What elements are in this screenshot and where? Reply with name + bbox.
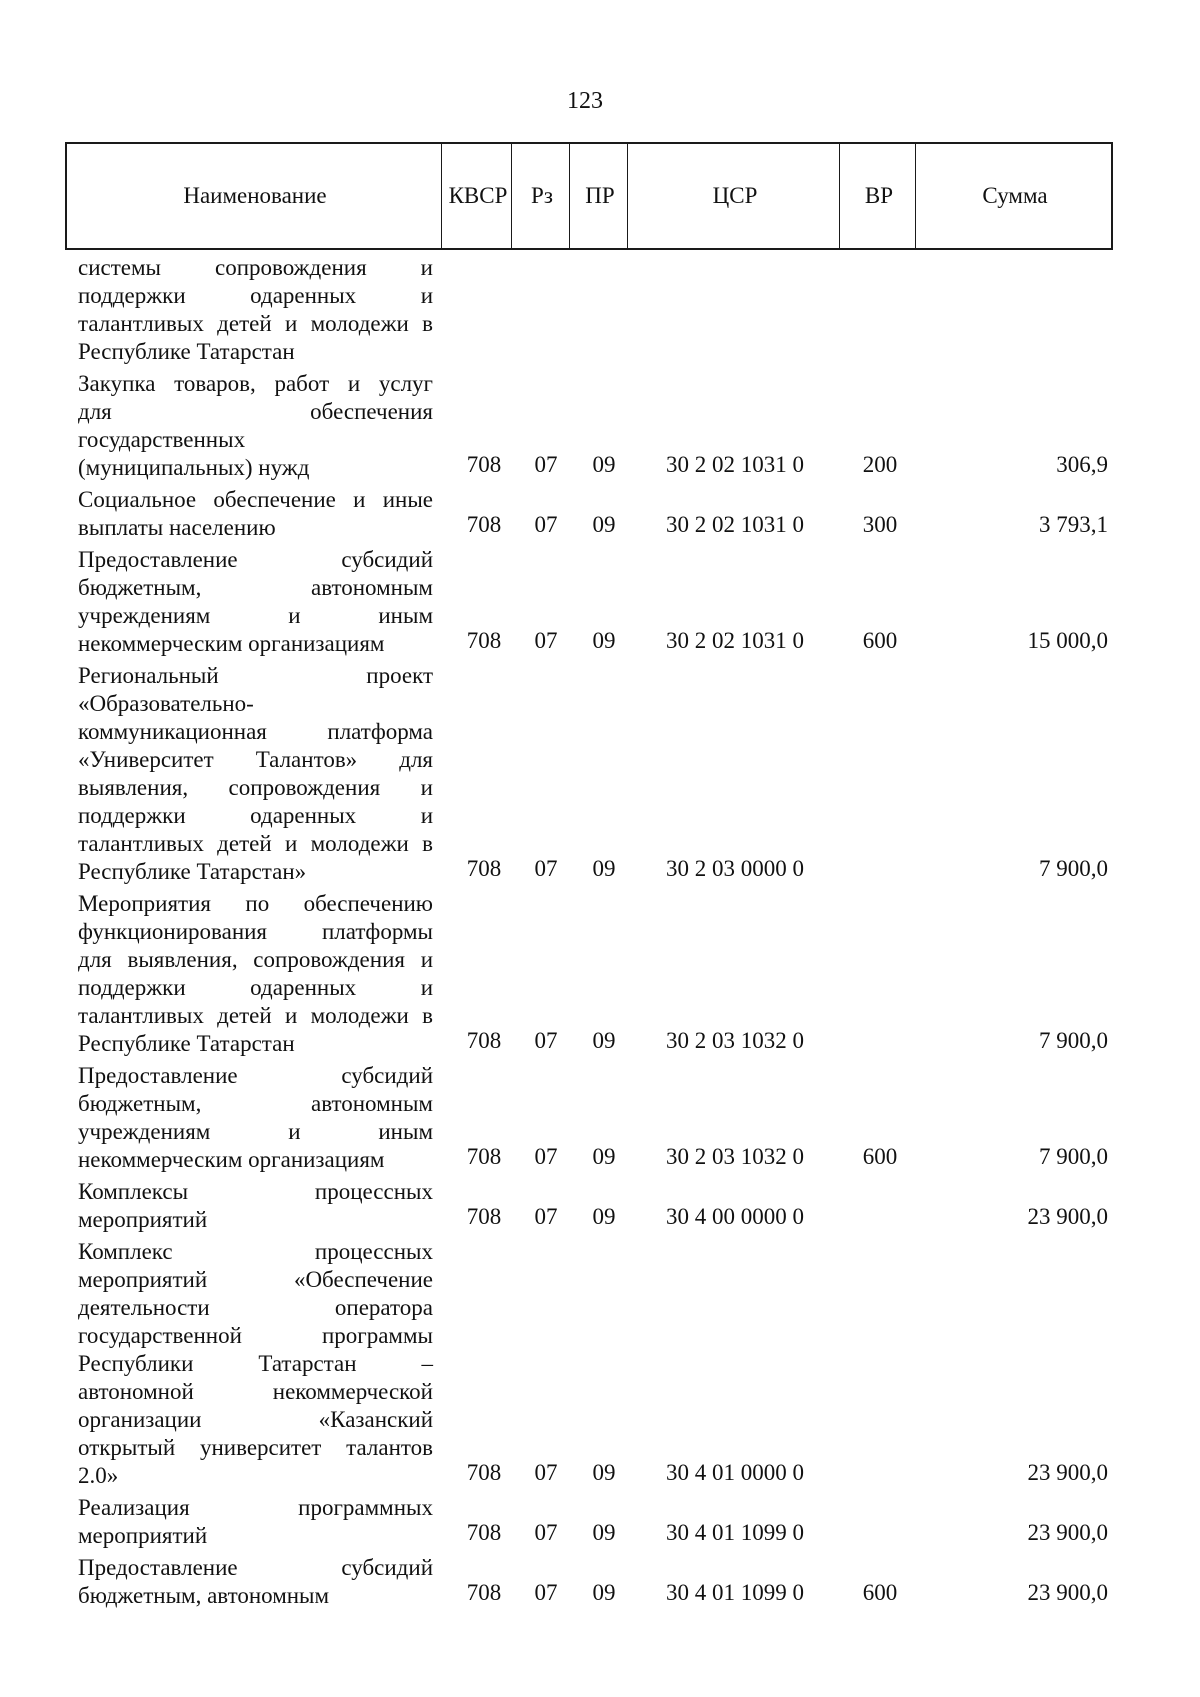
row-name-line: Республики Татарстан – [78, 1351, 433, 1376]
header-divider [839, 142, 840, 250]
row-csr: 30 2 03 0000 0 [666, 856, 804, 881]
header-pr: ПР [585, 183, 615, 208]
row-name-line: Реализация программных [78, 1495, 433, 1520]
table-row [0, 1238, 1200, 1490]
row-kvsr: 708 [466, 1460, 502, 1485]
row-name-line: поддержки одаренных и [78, 283, 433, 308]
row-name-line: бюджетным, автономным [78, 1583, 330, 1608]
row-rz: 07 [534, 452, 558, 477]
header-divider [511, 142, 512, 250]
row-name [78, 662, 433, 886]
row-pr: 09 [592, 1144, 616, 1169]
row-name [78, 890, 433, 1058]
row-sum: 3 793,1 [1039, 512, 1108, 537]
row-sum: 7 900,0 [1039, 1028, 1108, 1053]
row-csr: 30 2 02 1031 0 [666, 452, 804, 477]
row-name [78, 1554, 433, 1610]
header-divider [569, 142, 570, 250]
header-csr: ЦСР [712, 183, 758, 208]
page-number: 123 [567, 88, 603, 114]
row-vr: 600 [862, 1144, 898, 1169]
row-rz: 07 [534, 1460, 558, 1485]
row-csr: 30 4 01 1099 0 [666, 1520, 804, 1545]
row-name-line: коммуникационная платформа [78, 719, 433, 744]
row-name-line: талантливых детей и молодежи в [78, 311, 433, 336]
row-name-line: бюджетным, автономным [78, 1091, 433, 1116]
table-row [0, 890, 1200, 1058]
row-pr: 09 [592, 1460, 616, 1485]
row-name-line: государственной программы [78, 1323, 433, 1348]
table-row [0, 662, 1200, 886]
row-name-line: системы сопровождения и [78, 255, 433, 280]
row-rz: 07 [534, 1144, 558, 1169]
row-pr: 09 [592, 1580, 616, 1605]
table-row [0, 1062, 1200, 1174]
row-name-line: государственных [78, 427, 246, 452]
row-name-line: поддержки одаренных и [78, 803, 433, 828]
row-name-line: для обеспечения [78, 399, 433, 424]
row-name-line: Комплекс процессных [78, 1239, 433, 1264]
row-name-line: талантливых детей и молодежи в [78, 831, 433, 856]
row-name-line: открытый университет талантов [78, 1435, 433, 1460]
header-rz: Рз [531, 183, 553, 208]
row-pr: 09 [592, 628, 616, 653]
table-row [0, 546, 1200, 658]
row-csr: 30 2 02 1031 0 [666, 512, 804, 537]
row-name-line: поддержки одаренных и [78, 975, 433, 1000]
row-csr: 30 2 02 1031 0 [666, 628, 804, 653]
header-divider [915, 142, 916, 250]
row-name-line: Мероприятия по обеспечению [78, 891, 433, 916]
row-kvsr: 708 [466, 1520, 502, 1545]
row-kvsr: 708 [466, 452, 502, 477]
row-pr: 09 [592, 512, 616, 537]
row-name [78, 546, 433, 658]
row-sum: 23 900,0 [1027, 1580, 1108, 1605]
row-name-line: мероприятий «Обеспечение [78, 1267, 433, 1292]
row-name-line: Комплексы процессных [78, 1179, 433, 1204]
row-name-line: некоммерческим организациям [78, 1147, 385, 1172]
row-name-line: Социальное обеспечение и иные [78, 487, 433, 512]
row-name-line: (муниципальных) нужд [78, 455, 310, 480]
table-row [0, 1554, 1200, 1610]
header-sum: Сумма [982, 183, 1048, 208]
row-name [78, 370, 433, 482]
header-divider [627, 142, 628, 250]
row-name-line: «Образовательно- [78, 691, 254, 716]
header-vr: ВР [864, 183, 894, 208]
row-name-line: мероприятий [78, 1523, 208, 1548]
row-name-line: 2.0» [78, 1463, 119, 1488]
row-name-line: Предоставление субсидий [78, 1555, 433, 1580]
row-pr: 09 [592, 1520, 616, 1545]
row-vr: 600 [862, 628, 898, 653]
table-row [0, 370, 1200, 482]
row-rz: 07 [534, 1204, 558, 1229]
row-name-line: Закупка товаров, работ и услуг [78, 371, 433, 396]
row-rz: 07 [534, 856, 558, 881]
table-row [0, 1494, 1200, 1550]
row-name-line: талантливых детей и молодежи в [78, 1003, 433, 1028]
row-sum: 15 000,0 [1027, 628, 1108, 653]
row-name [78, 1238, 433, 1490]
table-row [0, 254, 1200, 366]
row-name-line: организации «Казанский [78, 1407, 433, 1432]
row-pr: 09 [592, 1204, 616, 1229]
row-name-line: «Университет Талантов» для [78, 747, 433, 772]
row-name-line: бюджетным, автономным [78, 575, 433, 600]
row-rz: 07 [534, 1520, 558, 1545]
table-row [0, 1178, 1200, 1234]
row-kvsr: 708 [466, 628, 502, 653]
table-header [65, 142, 1113, 250]
row-kvsr: 708 [466, 512, 502, 537]
header-kvsr: КВСР [448, 183, 508, 208]
row-csr: 30 4 01 1099 0 [666, 1580, 804, 1605]
row-name-line: Региональный проект [78, 663, 433, 688]
row-kvsr: 708 [466, 856, 502, 881]
row-csr: 30 2 03 1032 0 [666, 1028, 804, 1053]
row-rz: 07 [534, 1580, 558, 1605]
row-name-line: деятельности оператора [78, 1295, 433, 1320]
row-name-line: для выявления, сопровождения и [78, 947, 433, 972]
row-name-line: некоммерческим организациям [78, 631, 385, 656]
row-sum: 7 900,0 [1039, 856, 1108, 881]
row-rz: 07 [534, 1028, 558, 1053]
row-name-line: Предоставление субсидий [78, 547, 433, 572]
row-sum: 306,9 [1056, 452, 1108, 477]
row-sum: 23 900,0 [1027, 1460, 1108, 1485]
row-kvsr: 708 [466, 1028, 502, 1053]
row-name-line: Республике Татарстан» [78, 859, 307, 884]
header-divider [441, 142, 442, 250]
row-sum: 23 900,0 [1027, 1204, 1108, 1229]
row-vr: 200 [862, 452, 898, 477]
header-name: Наименование [183, 183, 327, 208]
row-name [78, 1062, 433, 1174]
row-name [78, 1494, 433, 1550]
row-rz: 07 [534, 628, 558, 653]
row-name-line: учреждениям и иным [78, 1119, 433, 1144]
row-kvsr: 708 [466, 1580, 502, 1605]
row-name [78, 254, 433, 366]
row-name-line: мероприятий [78, 1207, 208, 1232]
row-name-line: автономной некоммерческой [78, 1379, 433, 1404]
row-sum: 23 900,0 [1027, 1520, 1108, 1545]
row-name-line: учреждениям и иным [78, 603, 433, 628]
row-name-line: функционирования платформы [78, 919, 433, 944]
row-sum: 7 900,0 [1039, 1144, 1108, 1169]
row-name [78, 486, 433, 542]
row-name [78, 1178, 433, 1234]
row-name-line: выявления, сопровождения и [78, 775, 433, 800]
row-name-line: Республике Татарстан [78, 1031, 295, 1056]
row-name-line: Предоставление субсидий [78, 1063, 433, 1088]
table-row [0, 486, 1200, 542]
row-vr: 600 [862, 1580, 898, 1605]
row-pr: 09 [592, 452, 616, 477]
row-pr: 09 [592, 856, 616, 881]
row-name-line: Республике Татарстан [78, 339, 295, 364]
row-csr: 30 4 00 0000 0 [666, 1204, 804, 1229]
row-csr: 30 2 03 1032 0 [666, 1144, 804, 1169]
row-csr: 30 4 01 0000 0 [666, 1460, 804, 1485]
row-pr: 09 [592, 1028, 616, 1053]
row-rz: 07 [534, 512, 558, 537]
row-vr: 300 [862, 512, 898, 537]
row-name-line: выплаты населению [78, 515, 276, 540]
row-kvsr: 708 [466, 1204, 502, 1229]
row-kvsr: 708 [466, 1144, 502, 1169]
